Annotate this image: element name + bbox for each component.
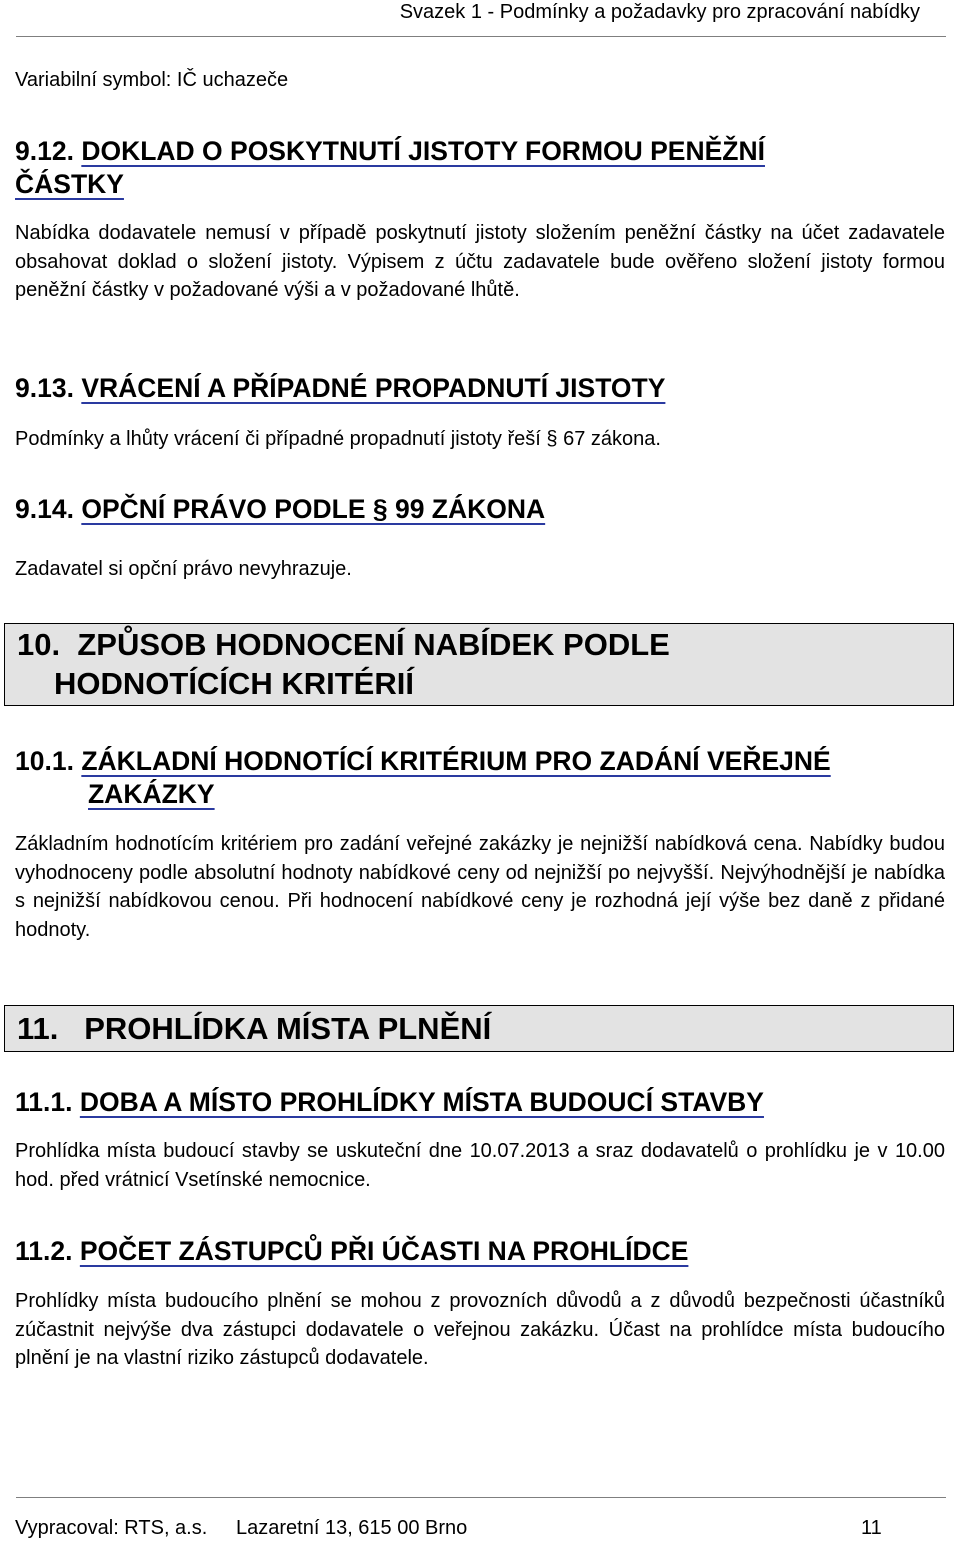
heading-title-line1: DOKLAD O POSKYTNUTÍ JISTOTY FORMOU PENĚŽNÍ	[81, 136, 765, 166]
paragraph-11-2: Prohlídky místa budoucího plnění se mohou z provozních důvodů a z důvodů bezpečnosti účastníků zúčastnit nejvýše dva zástupci dodavatele o veřejnou zakázku. Účast na prohlídce místa budoucího plnění je na vlastní riziko zástupců dodavatele.	[15, 1290, 945, 1369]
heading-number: 11.2.	[15, 1236, 73, 1266]
heading-10-1	[15, 745, 945, 811]
heading-title: VRÁCENÍ A PŘÍPADNÉ PROPADNUTÍ JISTOTY	[81, 373, 666, 403]
heading-title: OPČNÍ PRÁVO PODLE § 99 ZÁKONA	[81, 494, 546, 524]
heading-title-line1: ZÁKLADNÍ HODNOTÍCÍ KRITÉRIUM PRO ZADÁNÍ VEŘEJNÉ	[81, 746, 831, 776]
heading-11-2	[15, 1235, 945, 1268]
chapter-heading-10	[4, 623, 954, 706]
heading-title: POČET ZÁSTUPCŮ PŘI ÚČASTI NA PROHLÍDCE	[79, 1236, 689, 1266]
paragraph-10-1: Základním hodnotícím kritériem pro zadání veřejné zakázky je nejnižší nabídková cena. Nabídky budou vyhodnoceny podle absolutní hodnoty nabídkové ceny od nejnižší po nejvyšší. Nejvýhodnější je nabídka s nejnižší nabídkovou cenou. Při hodnocení nabídkové ceny je rozhodná její výše bez daně z přidané hodnoty.	[15, 833, 945, 941]
paragraph-9-12: Nabídka dodavatele nemusí v případě poskytnutí jistoty složením peněžní částky na účet zadavatele obsahovat doklad o složení jistoty. Výpisem z účtu zadavatele bude ověřeno složení jistoty formou peněžní částky v požadované výši a v požadované lhůtě.	[15, 222, 945, 301]
paragraph-9-13: Podmínky a lhůty vrácení či případné propadnutí jistoty řeší § 67 zákona.	[15, 428, 661, 450]
heading-title-line2: ZAKÁZKY	[88, 779, 215, 809]
heading-9-12	[15, 135, 945, 201]
heading-9-14	[15, 493, 945, 526]
paragraph-11-1: Prohlídka místa budoucí stavby se uskuteční dne 10.07.2013 a sraz dodavatelů o prohlídku je v 10.00 hod. před vrátnicí Vsetínské nemocnice.	[15, 1140, 945, 1191]
heading-title: DOBA A MÍSTO PROHLÍDKY MÍSTA BUDOUCÍ STAVBY	[79, 1087, 764, 1117]
chapter-heading-11	[4, 1005, 954, 1052]
footer-page-number: 11	[861, 1517, 882, 1539]
paragraph-9-14: Zadavatel si opční právo nevyhrazuje.	[15, 558, 352, 580]
variable-symbol-line: Variabilní symbol: IČ uchazeče	[15, 69, 289, 91]
heading-number: 11.1.	[15, 1087, 73, 1117]
heading-number: 9.13.	[15, 373, 74, 403]
chapter-title-line2: HODNOTÍCÍCH KRITÉRIÍ	[54, 666, 414, 701]
heading-number: 10.1.	[15, 746, 74, 776]
footer-divider	[16, 1497, 946, 1498]
chapter-title: PROHLÍDKA MÍSTA PLNĚNÍ	[84, 1011, 492, 1046]
footer-address: Lazaretní 13, 615 00 Brno	[236, 1517, 468, 1539]
heading-number: 9.14.	[15, 494, 74, 524]
chapter-number: 11.	[17, 1011, 59, 1046]
chapter-number: 10.	[17, 627, 61, 662]
heading-number: 9.12.	[15, 136, 74, 166]
footer-author: Vypracoval: RTS, a.s.	[15, 1517, 208, 1539]
heading-11-1	[15, 1086, 945, 1119]
chapter-title-line1: ZPŮSOB HODNOCENÍ NABÍDEK PODLE	[77, 627, 670, 662]
heading-title-line2: ČÁSTKY	[15, 169, 124, 199]
heading-9-13	[15, 372, 945, 405]
running-header: Svazek 1 - Podmínky a požadavky pro zpracování nabídky	[399, 1, 920, 23]
header-divider	[16, 36, 946, 37]
